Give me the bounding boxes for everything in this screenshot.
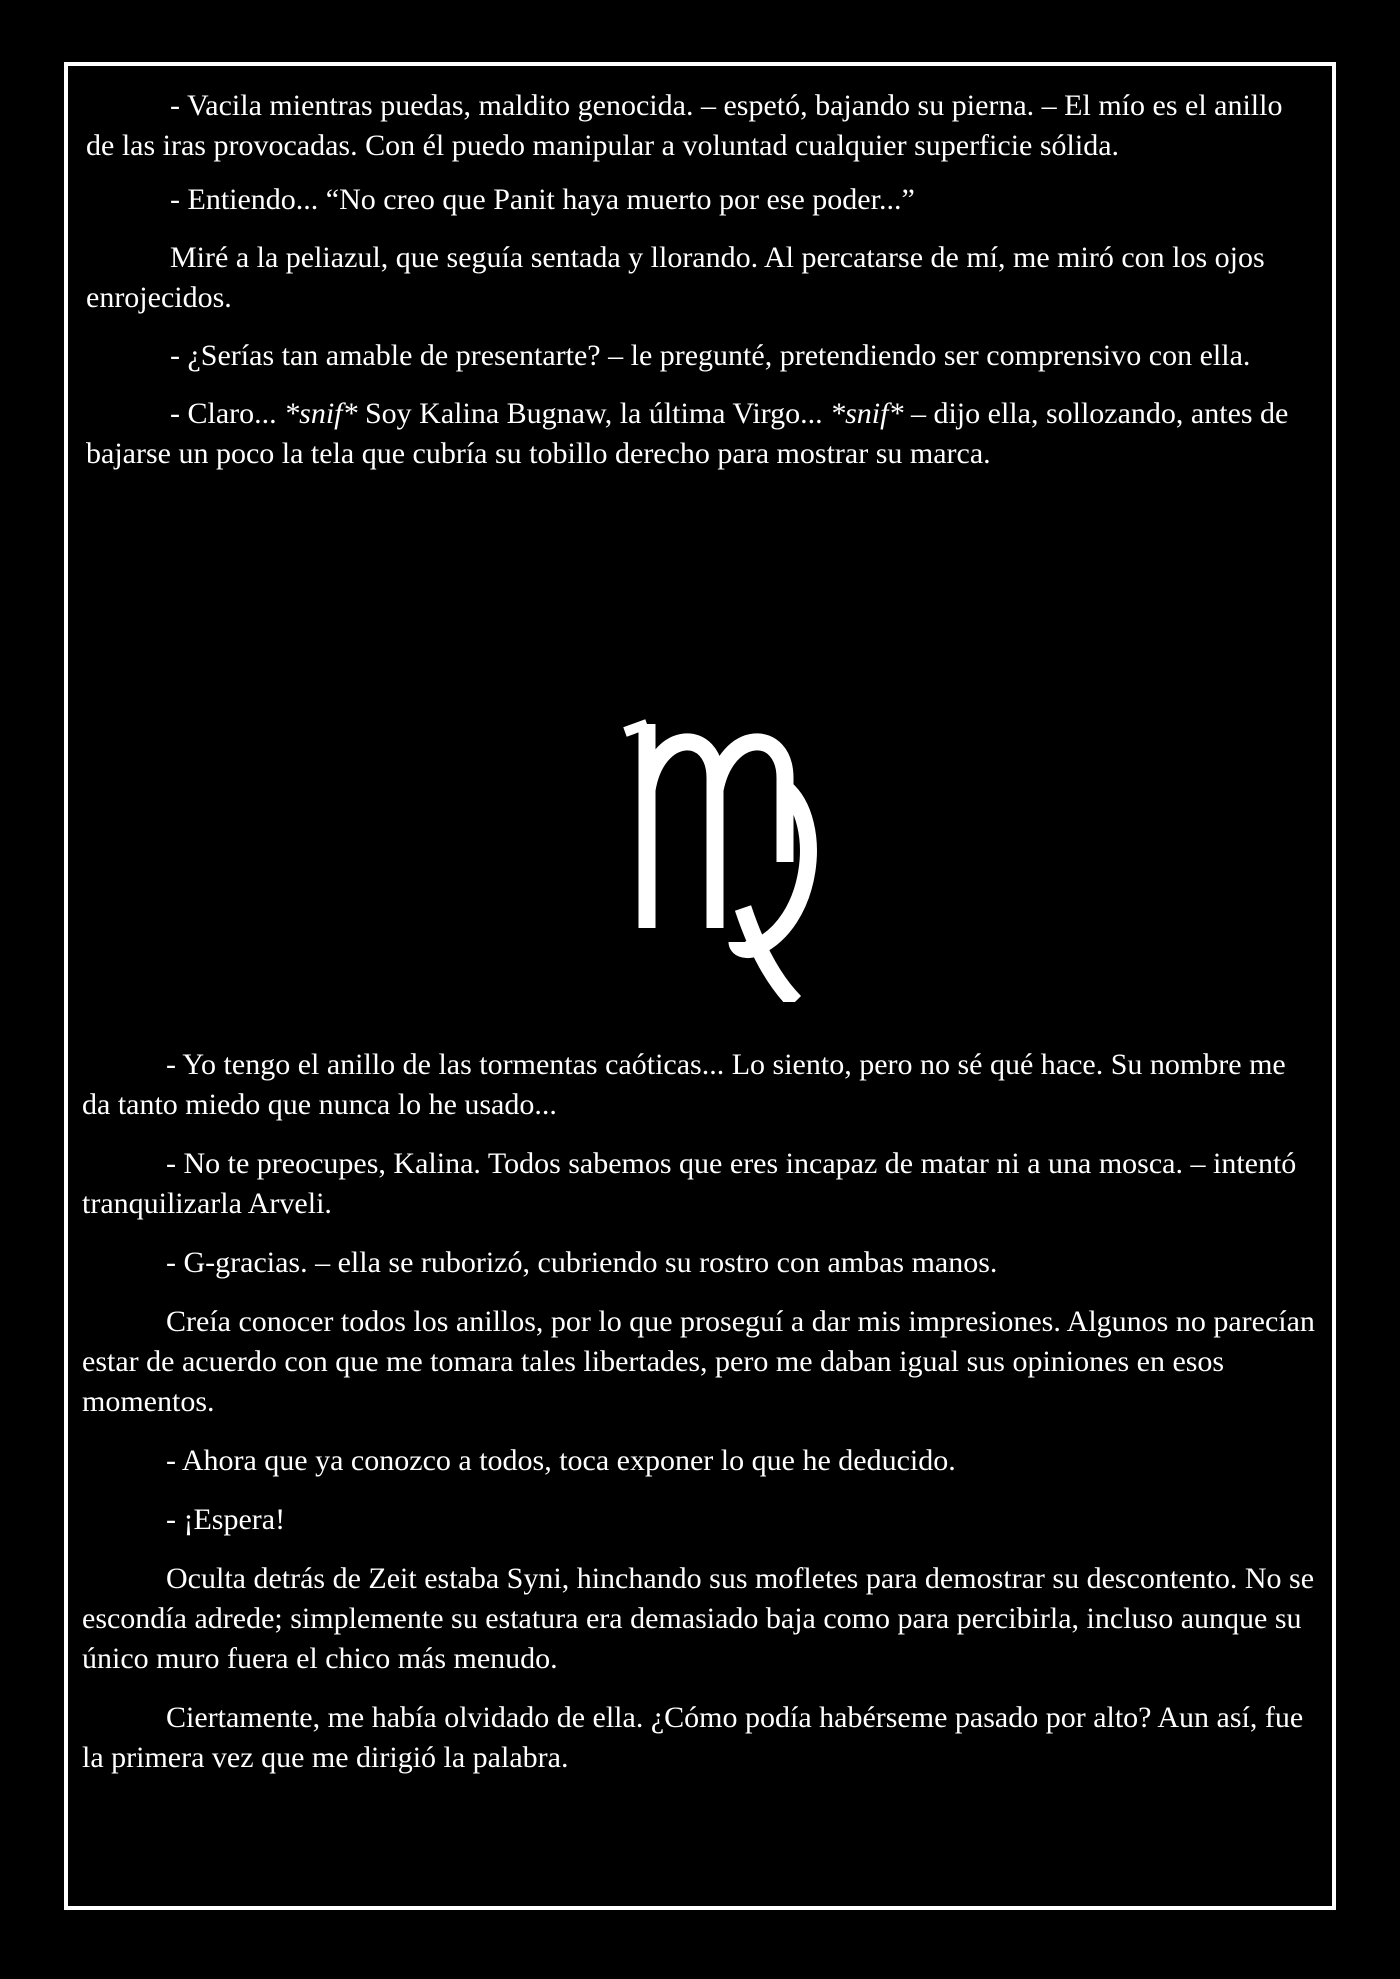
snif-emphasis: *snif* (284, 397, 358, 430)
text-column-bottom (82, 1045, 1318, 1797)
paragraph: - Vacila mientras puedas, maldito genocida. – espetó, bajando su pierna. – El mío es el anillo de las iras provocadas. Con él puedo manipular a voluntad cualquier superficie sólida. (86, 89, 1283, 162)
paragraph: - Entiendo... “No creo que Panit haya muerto por ese poder...” (170, 183, 915, 216)
paragraph: - No te preocupes, Kalina. Todos sabemos que eres incapaz de matar ni a una mosca. – intentó tranquilizarla Arveli. (82, 1147, 1297, 1220)
paragraph: - G-gracias. – ella se ruborizó, cubriendo su rostro con ambas manos. (166, 1246, 998, 1279)
text-column-top (86, 86, 1314, 492)
paragraph-claro (86, 394, 1314, 474)
text-run: - Claro... (170, 397, 285, 430)
paragraph: Miré a la peliazul, que seguía sentada y llorando. Al percatarse de mí, me miró con los ojos enrojecidos. (86, 241, 1265, 314)
paragraph: - ¿Serías tan amable de presentarte? – le pregunté, pretendiendo ser comprensivo con ella. (170, 339, 1251, 372)
paragraph: Ciertamente, me había olvidado de ella. ¿Cómo podía habérseme pasado por alto? Aun así, fue la primera vez que me dirigió la palabra. (82, 1701, 1304, 1774)
text-run: Soy Kalina Bugnaw, la última Virgo... (357, 397, 831, 430)
paragraph: - ¡Espera! (166, 1503, 286, 1536)
paragraph: Creía conocer todos los anillos, por lo que proseguí a dar mis impresiones. Algunos no parecían estar de acuerdo con que me tomara tales libertades, pero me daban igual sus opiniones en esos momentos. (82, 1305, 1315, 1418)
paragraph: Oculta detrás de Zeit estaba Syni, hinchando sus mofletes para demostrar su descontento. No se escondía adrede; simplemente su estatura era demasiado baja como para percibirla, incluso aunque su único muro fuera el chico más menudo. (82, 1562, 1315, 1675)
text-run: – dijo ella, sollozando, antes de bajarse un poco la tela que cubría su tobillo derecho para mostrar su marca. (86, 397, 1289, 470)
snif-emphasis: *snif* (830, 397, 904, 430)
virgo-symbol-icon (575, 672, 825, 1002)
paragraph: - Yo tengo el anillo de las tormentas caóticas... Lo siento, pero no sé qué hace. Su nombre me da tanto miedo que nunca lo he usado... (82, 1048, 1286, 1121)
paragraph: - Ahora que ya conozco a todos, toca exponer lo que he deducido. (166, 1444, 956, 1477)
